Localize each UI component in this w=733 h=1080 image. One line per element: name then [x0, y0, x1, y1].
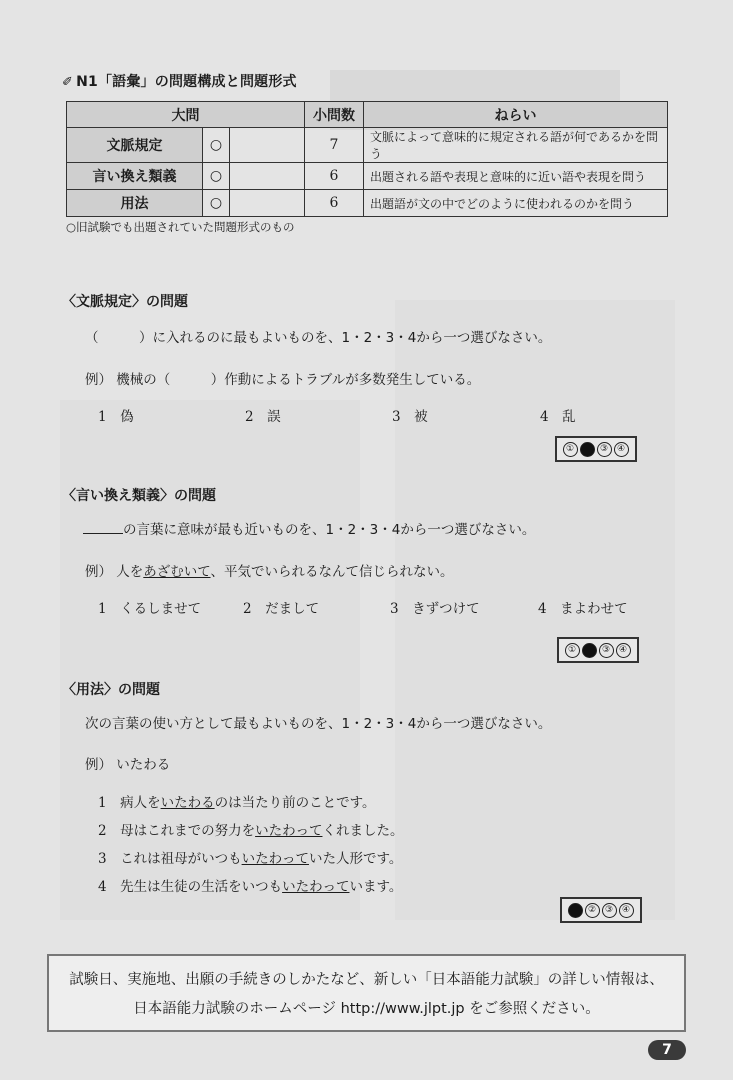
answer-sheet	[557, 637, 639, 663]
row-count: 6	[305, 190, 364, 217]
table-header-row	[67, 102, 668, 128]
section-bunmyaku-example: 例） 機械の（ ）作動によるトラブルが多数発生している。	[85, 372, 481, 388]
answer-bubble: ①	[565, 643, 580, 658]
row-name: 用法	[67, 190, 203, 217]
sentence-number: 3	[98, 851, 107, 867]
sentence-pre: 先生は生徒の生活をいつも	[120, 879, 283, 895]
info-box	[47, 954, 686, 1032]
answer-bubble: ③	[599, 643, 614, 658]
underline-blank	[83, 533, 123, 534]
arrow-icon: ✐	[62, 75, 74, 90]
section-iikae-example	[85, 560, 454, 580]
answer-bubble: ①	[563, 442, 578, 457]
row-name: 文脈規定	[67, 128, 203, 163]
choice-3: 3 きずつけて	[390, 601, 480, 617]
table-row	[67, 190, 668, 217]
sentence-underlined: いたわって	[255, 823, 323, 839]
sentence-number: 4	[98, 879, 107, 895]
answer-sheet	[560, 897, 642, 923]
row-spacer	[230, 190, 305, 217]
heading-text: N1「語彙」の問題構成と問題形式	[76, 74, 297, 90]
sentence-post: いた人形です。	[308, 851, 403, 867]
header-daimon: 大問	[67, 102, 305, 128]
page-heading	[62, 71, 297, 91]
answer-bubble-filled	[580, 442, 595, 457]
choice-2: 2 誤	[245, 409, 281, 425]
example-pre: 例） 人を	[85, 564, 144, 580]
header-shomonsu: 小問数	[305, 102, 364, 128]
answer-bubble-filled	[568, 903, 583, 918]
table-row	[67, 128, 668, 163]
section-iikae-title: 〈言い換え類義〉の問題	[62, 488, 216, 504]
choice-3: 3 被	[392, 409, 428, 425]
answer-bubble-filled	[582, 643, 597, 658]
row-name: 言い換え類義	[67, 163, 203, 190]
row-spacer	[230, 163, 305, 190]
answer-bubble: ④	[619, 903, 634, 918]
table-row	[67, 163, 668, 190]
sentence-pre: 母はこれまでの努力を	[120, 823, 256, 839]
row-count: 6	[305, 163, 364, 190]
usage-sentence	[98, 875, 402, 895]
row-count: 7	[305, 128, 364, 163]
bleed-through-panel	[60, 400, 360, 920]
choice-4: 4 まよわせて	[538, 601, 628, 617]
sentence-number: 2	[98, 823, 107, 839]
table-note: ○旧試験でも出題されていた問題形式のもの	[66, 220, 295, 234]
section-yoho-instruction: 次の言葉の使い方として最もよいものを、1・2・3・4から一つ選びなさい。	[85, 716, 552, 732]
header-nerai: ねらい	[364, 102, 668, 128]
instruction-text: の言葉に意味が最も近いものを、1・2・3・4から一つ選びなさい。	[123, 522, 536, 538]
sentence-post: います。	[349, 879, 403, 895]
sentence-underlined: いたわって	[241, 851, 309, 867]
sentence-pre: これは祖母がいつも	[120, 851, 242, 867]
answer-bubble: ④	[616, 643, 631, 658]
section-yoho-example: 例） いたわる	[85, 757, 171, 773]
choice-1: 1 くるしませて	[98, 601, 202, 617]
answer-bubble: ③	[602, 903, 617, 918]
answer-bubble: ④	[614, 442, 629, 457]
example-post: 、平気でいられるなんて信じられない。	[210, 564, 454, 580]
sentence-pre: 病人を	[120, 795, 161, 811]
row-mark: ○	[203, 163, 230, 190]
info-line-2: 日本語能力試験のホームページ http://www.jlpt.jp をご参照ください。	[133, 1001, 600, 1017]
choice-1: 1 偽	[98, 409, 134, 425]
section-yoho-title: 〈用法〉の問題	[62, 682, 160, 698]
row-mark: ○	[203, 128, 230, 163]
sentence-number: 1	[98, 795, 107, 811]
answer-sheet	[555, 436, 637, 462]
usage-sentence	[98, 791, 376, 811]
usage-sentence	[98, 819, 403, 839]
row-aim: 文脈によって意味的に規定される語が何であるかを問う	[364, 128, 668, 163]
sentence-underlined: いたわって	[282, 879, 350, 895]
usage-sentence	[98, 847, 402, 867]
answer-bubble: ③	[597, 442, 612, 457]
sentence-post: くれました。	[322, 823, 404, 839]
choice-2: 2 だまして	[243, 601, 320, 617]
example-underlined: あざむいて	[143, 564, 211, 580]
structure-table	[66, 101, 668, 217]
choice-4: 4 乱	[540, 409, 576, 425]
answer-bubble: ②	[585, 903, 600, 918]
section-bunmyaku-instruction: （ ）に入れるのに最もよいものを、1・2・3・4から一つ選びなさい。	[85, 330, 552, 346]
row-aim: 出題語が文の中でどのように使われるのかを問う	[364, 190, 668, 217]
row-spacer	[230, 128, 305, 163]
page-number: 7	[648, 1040, 686, 1060]
row-aim: 出題される語や表現と意味的に近い語や表現を問う	[364, 163, 668, 190]
section-iikae-instruction	[83, 518, 535, 538]
section-bunmyaku-title: 〈文脈規定〉の問題	[62, 294, 188, 310]
sentence-underlined: いたわる	[160, 795, 215, 811]
info-line-1: 試験日、実施地、出願の手続きのしかたなど、新しい「日本語能力試験」の詳しい情報は、	[69, 972, 664, 988]
row-mark: ○	[203, 190, 230, 217]
sentence-post: のは当たり前のことです。	[214, 795, 376, 811]
